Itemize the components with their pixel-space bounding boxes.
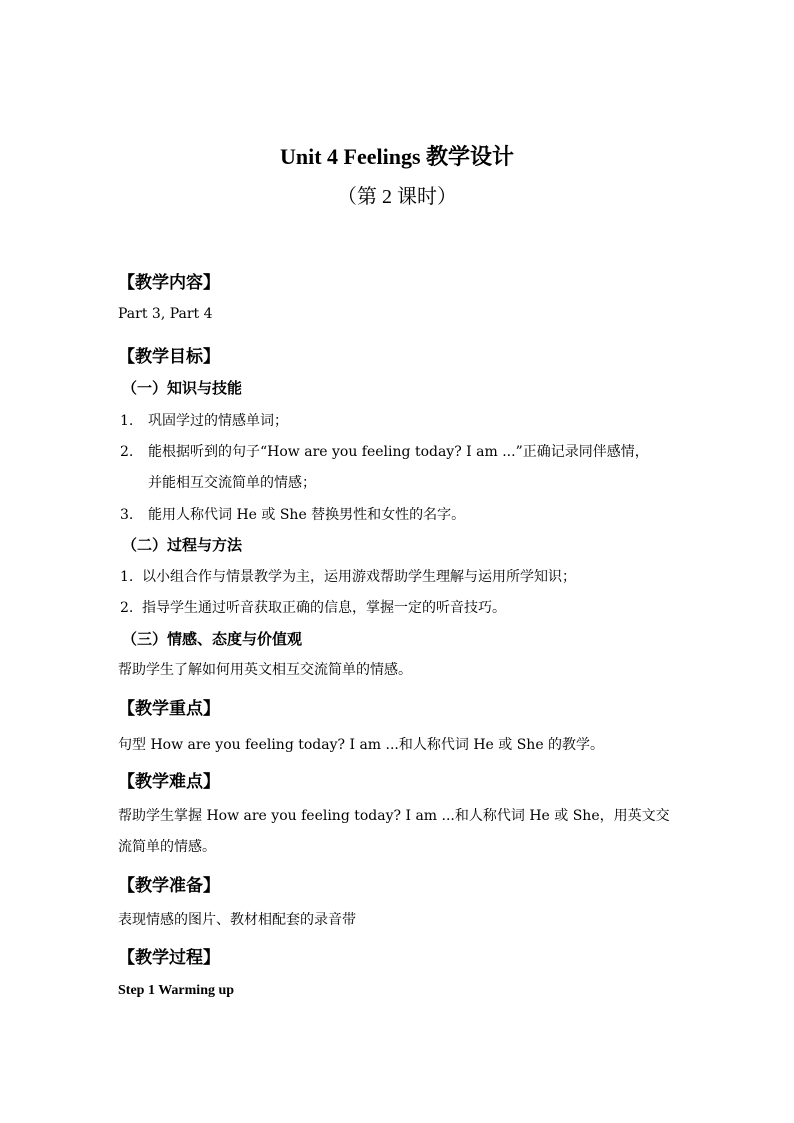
list-item-text: 巩固学过的情感单词； <box>148 413 288 429</box>
emotion-text: 帮助学生了解如何用英文相互交流简单的情感。 <box>118 662 412 678</box>
content-text: Part 3, Part 4 <box>118 306 213 322</box>
document-subtitle: （第 2 课时） <box>337 186 457 208</box>
list-item <box>120 504 465 524</box>
list-item-continuation: 并能相互交流简单的情感； <box>148 475 316 491</box>
list-item-text: 以小组合作与情景教学为主，运用游戏帮助学生理解与运用所学知识； <box>142 569 576 585</box>
difficulties-text-line2: 流简单的情感。 <box>118 839 216 855</box>
list-item <box>120 410 288 430</box>
list-item-number: 1. <box>120 569 134 585</box>
list-item-number: 2. <box>120 444 134 460</box>
difficulties-text-line1: 帮助学生掌握 How are you feeling today? I am ...和人称代词 He 或 She，用英文交 <box>118 808 670 824</box>
section-heading-preparation: 【教学准备】 <box>118 876 220 896</box>
preparation-text: 表现情感的图片、教材相配套的录音带 <box>118 912 356 928</box>
list-item-number: 3. <box>120 507 134 523</box>
list-item <box>120 597 506 617</box>
subheading-knowledge: （一）知识与技能 <box>122 379 243 397</box>
subheading-emotion: （三）情感、态度与价值观 <box>122 630 303 648</box>
subheading-process: （二）过程与方法 <box>122 536 243 554</box>
section-heading-procedure: 【教学过程】 <box>118 948 220 968</box>
key-points-text: 句型 How are you feeling today? I am ...和人称代词 He 或 She 的教学。 <box>118 737 605 753</box>
list-item <box>120 441 649 461</box>
list-item-text: 能根据听到的句子“How are you feeling today? I am ...”正确记录同伴感情， <box>148 444 649 460</box>
document-title: Unit 4 Feelings 教学设计 <box>279 144 515 169</box>
section-heading-content: 【教学内容】 <box>118 273 220 293</box>
list-item-number: 2. <box>120 600 134 616</box>
section-heading-key-points: 【教学重点】 <box>118 699 220 719</box>
section-heading-goals: 【教学目标】 <box>118 347 220 367</box>
list-item <box>120 566 576 586</box>
list-item-text: 指导学生通过听音获取正确的信息，掌握一定的听音技巧。 <box>142 600 506 616</box>
step-1-heading: Step 1 Warming up <box>118 983 235 998</box>
section-heading-difficulties: 【教学难点】 <box>118 772 220 792</box>
list-item-text: 能用人称代词 He 或 She 替换男性和女性的名字。 <box>148 507 466 523</box>
list-item-number: 1. <box>120 413 134 429</box>
